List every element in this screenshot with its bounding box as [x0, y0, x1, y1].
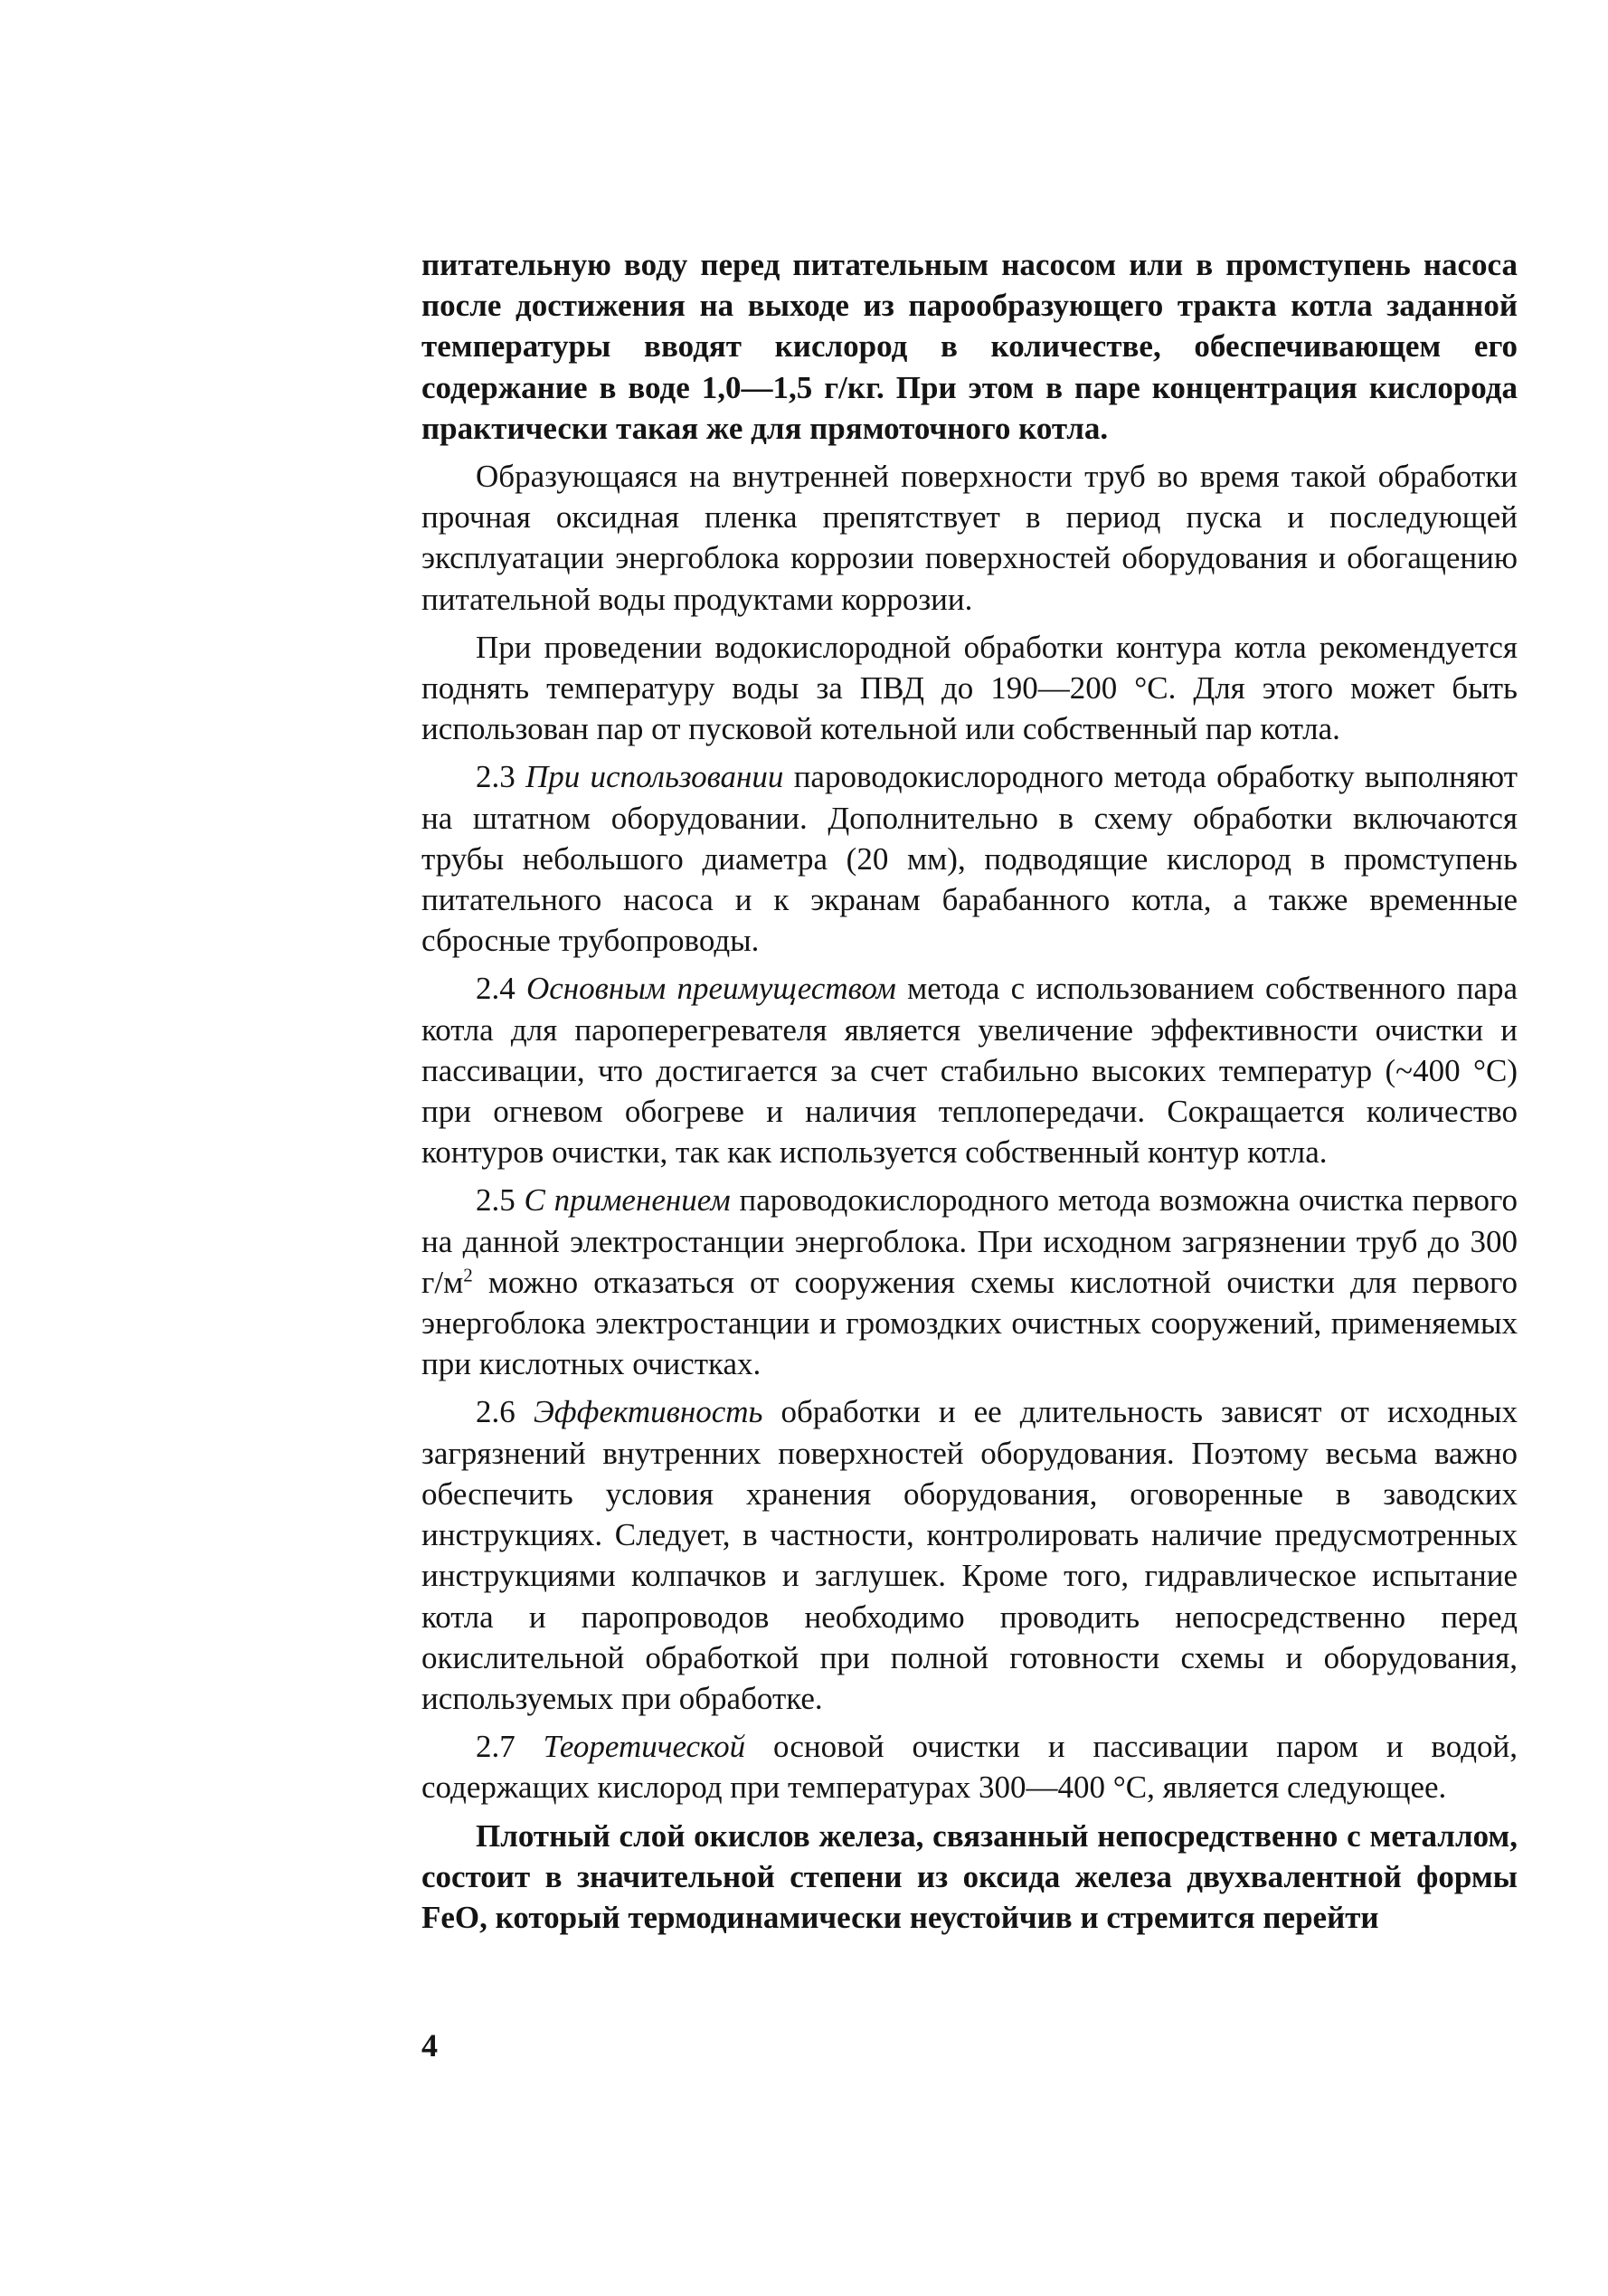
emphasis-text: Основным преимуществом	[526, 971, 896, 1007]
paragraph-text: обработки и ее длительность зависят от исходных загрязнений внутренних поверхностей оборудования. Поэтому весьма важно обеспечить условия хранения оборудования, оговоренные в заводских инструкциях. Следует, в частности, контролировать наличие предусмотренных инструкциями колпачков и заглушек. Кроме того, гидравлическое испытание котла и паропроводов необходимо проводить непосредственно перед окислительной обработкой при полной готовности схемы и оборудования, используемых при обработке.	[421, 1394, 1518, 1716]
section-number: 2.7	[476, 1729, 516, 1765]
paragraph-water-oxygen-treatment: При проведении водокислородной обработки контура котла рекомендуется поднять температуру воды за ПВД до 190—200 °С. Для этого может быть использован пар от пусковой котельной или собственный пар котла.	[421, 629, 1518, 747]
paragraph-iron-oxides: Плотный слой окислов железа, связанный непосредственно с металлом, состоит в значительной степени из оксида железа двухвалентной формы FeO, который термодинамически неустойчив и стремится перейти	[421, 1817, 1518, 1935]
section-number: 2.4	[476, 971, 516, 1007]
emphasis-text: Эффективность	[533, 1394, 763, 1430]
section-number: 2.5	[476, 1182, 516, 1219]
emphasis-text: При использовании	[525, 759, 784, 795]
paragraph-2-5	[421, 1180, 1518, 1384]
paragraph-continuation: питательную воду перед питательным насосом или в промступень насоса после достижения на выходе из парообразующего тракта котла заданной температуры вводят кислород в количестве, обеспечивающем его содержание в воде 1,0—1,5 г/кг. При этом в паре концентрация кислорода практически такая же для прямоточного котла.	[421, 247, 1518, 446]
paragraph-2-3	[421, 756, 1518, 961]
paragraph-text: пароводокислородного метода возможна очистка первого на данной электростанции энергоблока. При исходном загрязнении труб до 300 г/м	[421, 1182, 1518, 1300]
emphasis-text: Теоретической	[543, 1729, 746, 1765]
body-text	[421, 244, 1518, 1945]
emphasis-text: С применением	[524, 1182, 731, 1219]
paragraph-text-continued: можно отказаться от сооружения схемы кислотной очистки для первого энергоблока электростанции и громоздких очистных сооружений, применяемых при кислотных очистках.	[421, 1264, 1518, 1382]
paragraph-2-4	[421, 968, 1518, 1172]
paragraph-2-6	[421, 1391, 1518, 1719]
paragraph-text: метода с использованием собственного пара котла для пароперегревателя является увеличение эффективности очистки и пассивации, что достигается за счет стабильно высоких температур (~400 °С) при огневом обогреве и наличия теплопередачи. Сокращается количество контуров очистки, так как используется собственный контур котла.	[421, 971, 1518, 1171]
paragraph-2-7	[421, 1726, 1518, 1807]
page-number: 4	[421, 2027, 438, 2064]
paragraph-text: основой очистки и пассивации паром и водой, содержащих кислород при температурах 300—400 °С, является следующее.	[421, 1729, 1518, 1806]
section-number: 2.3	[476, 759, 516, 795]
section-number: 2.6	[476, 1394, 516, 1430]
paragraph-oxide-film: Образующаяся на внутренней поверхности труб во время такой обработки прочная оксидная пленка препятствует в период пуска и последующей эксплуатации энергоблока коррозии поверхностей оборудования и обогащению питательной воды продуктами коррозии.	[421, 459, 1518, 617]
superscript: 2	[463, 1264, 473, 1286]
paragraph-text: пароводокислородного метода обработку выполняют на штатном оборудовании. Дополнительно в схему обработки включаются трубы небольшого диаметра (20 мм), подводящие кислород в промступень питательного насоса и к экранам барабанного котла, а также временные сбросные трубопроводы.	[421, 759, 1518, 959]
